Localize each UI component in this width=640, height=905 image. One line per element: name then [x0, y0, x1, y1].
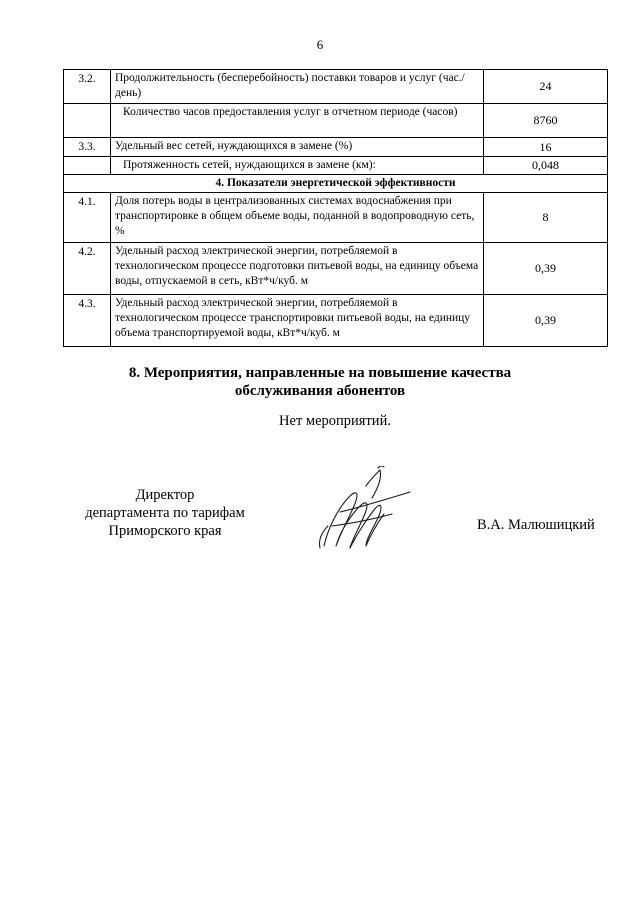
heading-line-1: 8. Мероприятия, направленные на повышение качества	[128, 365, 512, 381]
indicators-table	[63, 69, 608, 347]
heading-line-2: обслуживания абонентов	[234, 383, 406, 399]
row-value: 8760	[484, 104, 608, 138]
no-events-text: Нет мероприятий.	[279, 413, 391, 429]
signer-title	[50, 486, 280, 540]
row-value: 0,39	[484, 295, 608, 347]
row-value: 0,39	[484, 243, 608, 295]
row-number: 3.2.	[64, 70, 111, 104]
signer-title-line-1: Директор	[135, 487, 195, 503]
row-number: 4.3.	[64, 295, 111, 347]
row-value: 24	[484, 70, 608, 104]
row-text: Продолжительность (бесперебойность) поставки товаров и услуг (час./день)	[111, 70, 484, 104]
row-number	[64, 157, 111, 175]
table-row	[64, 157, 608, 175]
section-title: 4. Показатели энергетической эффективности	[64, 175, 608, 193]
signer-title-line-2: департамента по тарифам	[85, 505, 245, 521]
table-row	[64, 104, 608, 138]
table-row	[64, 243, 608, 295]
signer-name: В.А. Малюшицкий	[477, 517, 595, 533]
table-row	[64, 193, 608, 243]
signer-title-line-3: Приморского края	[108, 523, 222, 539]
row-text: Количество часов предоставления услуг в отчетном периоде (часов)	[111, 104, 484, 138]
row-number	[64, 104, 111, 138]
table-row	[64, 295, 608, 347]
table-section-row	[64, 175, 608, 193]
row-text: Удельный расход электрической энергии, потребляемой в технологическом процессе транспортировки питьевой воды, на единицу объема транспортируемой воды, кВт*ч/куб. м	[111, 295, 484, 347]
row-number: 4.2.	[64, 243, 111, 295]
row-value: 16	[484, 138, 608, 157]
table-row	[64, 70, 608, 104]
row-number: 3.3.	[64, 138, 111, 157]
row-value: 8	[484, 193, 608, 243]
handwritten-signature	[310, 466, 420, 556]
row-text: Удельный вес сетей, нуждающихся в замене (%)	[111, 138, 484, 157]
row-text: Удельный расход электрической энергии, потребляемой в технологическом процессе подготовки питьевой воды, на единицу объема воды, отпускаемой в сеть, кВт*ч/куб. м	[111, 243, 484, 295]
page-number: 6	[316, 37, 324, 52]
row-number: 4.1.	[64, 193, 111, 243]
row-text: Протяженность сетей, нуждающихся в замене (км):	[111, 157, 484, 175]
row-text: Доля потерь воды в централизованных системах водоснабжения при транспортировке в общем объеме воды, поданной в водопроводную сеть, %	[111, 193, 484, 243]
row-value: 0,048	[484, 157, 608, 175]
table-row	[64, 138, 608, 157]
section-heading	[0, 364, 640, 400]
